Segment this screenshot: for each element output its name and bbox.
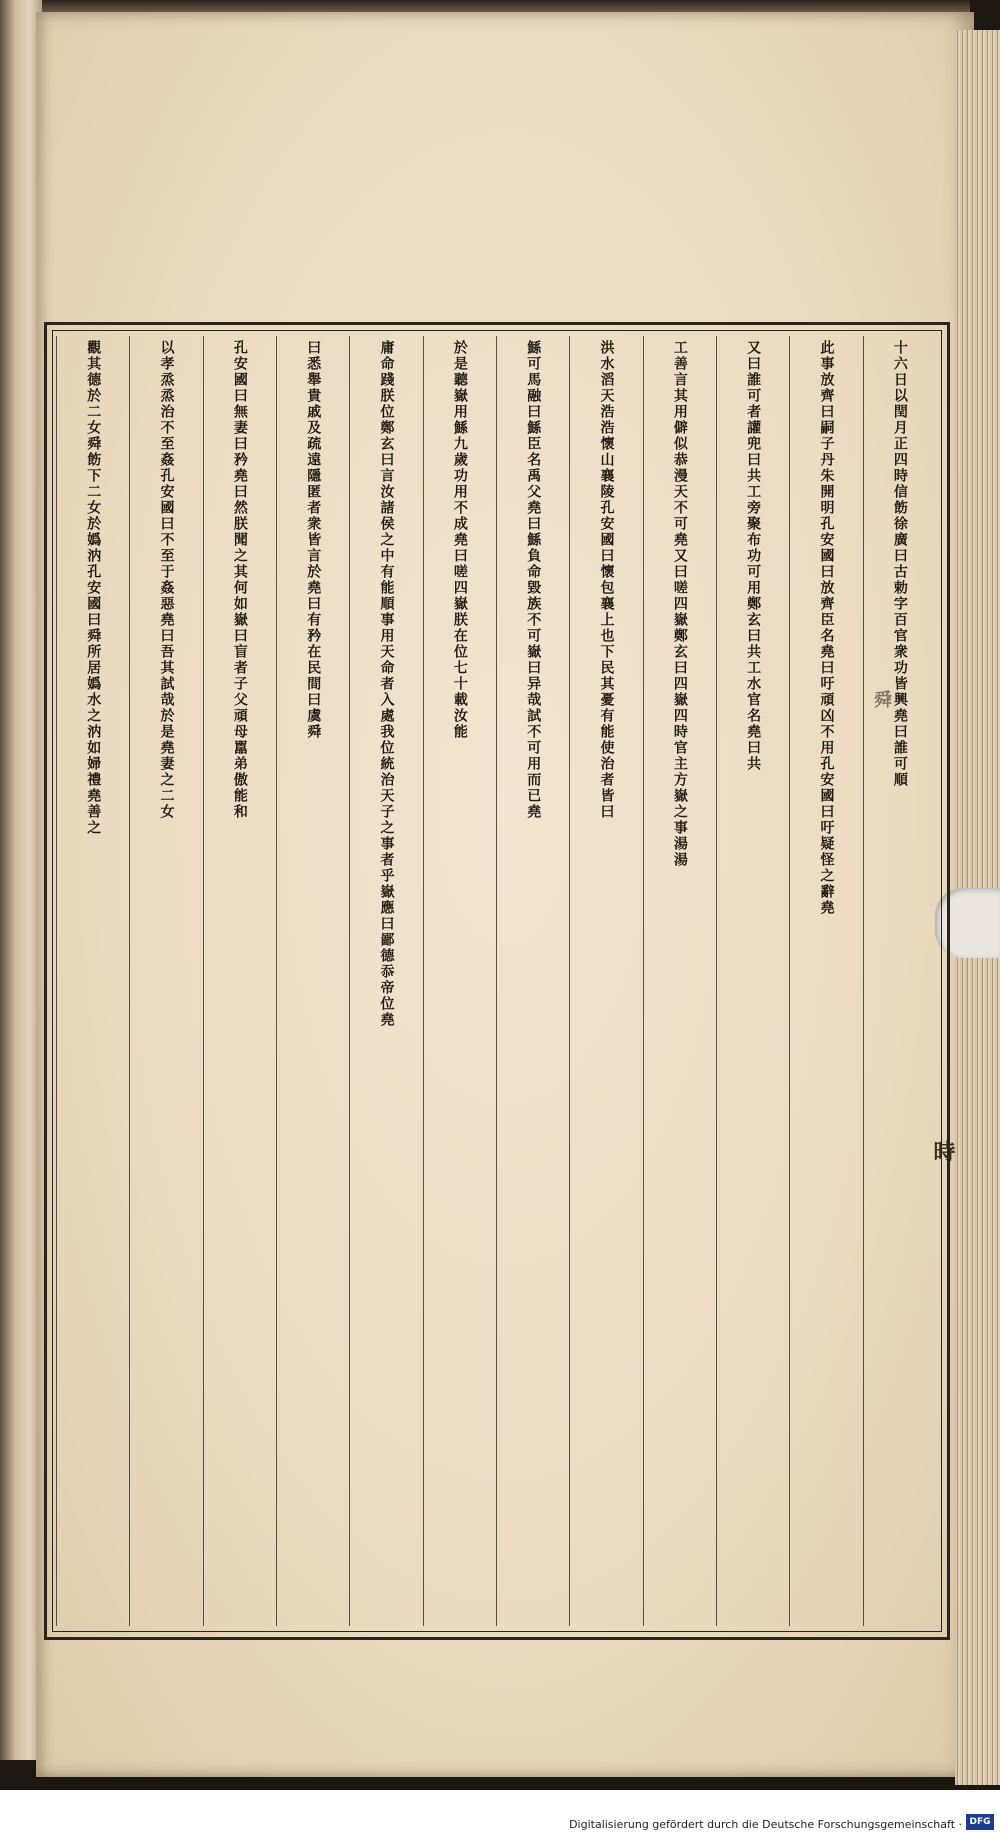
text-column: [789, 336, 862, 1626]
column-text: 曰悉舉貴戚及疏遠隱匿者衆皆言於堯曰有矜在民間曰虞舜: [305, 340, 322, 740]
footer-credit: Digitalisierung gefördert durch die Deutsche Forschungsgemeinschaft ·: [569, 1818, 962, 1831]
text-column: [569, 336, 642, 1626]
column-text: 此事放齊曰嗣子丹朱開明孔安國曰放齊臣名堯曰吁頑凶不用孔安國曰吁疑怪之辭堯: [818, 340, 835, 916]
text-column: [643, 336, 716, 1626]
column-text: 十六日以閏月正四時信飭徐廣曰古勅字百官衆功皆興堯曰誰可順: [891, 340, 908, 788]
column-text: 孔安國曰無妻曰矜堯曰然朕聞之其何如嶽曰盲者子父頑母嚚弟傲能和: [231, 340, 248, 820]
edge-glyph: 時: [930, 1140, 956, 1162]
text-column: [129, 336, 202, 1626]
dfg-logo-icon: DFG: [966, 1814, 994, 1830]
column-text: 鯀可馬融曰鯀臣名禹父堯曰鯀負命毀族不可嶽曰异哉試不可用而已堯: [525, 340, 542, 820]
column-text: 又曰誰可者讙兜曰共工旁聚布功可用鄭玄曰共工水官名堯曰共: [745, 340, 762, 772]
text-column: [203, 336, 276, 1626]
text-column: [863, 336, 936, 1626]
column-text: 工善言其用僻似恭漫天不可堯又曰嗟四嶽鄭玄曰四嶽四時官主方嶽之事湯湯: [671, 340, 688, 868]
text-column: [56, 336, 129, 1626]
column-text: 庸命踐朕位鄭玄曰言汝諸侯之中有能順事用天命者入處我位統治天子之事者乎嶽應曰鄙德忝帝位堯: [378, 340, 395, 1028]
column-text: 洪水滔天浩浩懷山襄陵孔安國曰懷包襄上也下民其憂有能使治者皆曰: [598, 340, 615, 820]
text-column: [349, 336, 422, 1626]
column-text: 觀其德於二女舜飭下二女於嬀汭孔安國曰舜所居嬀水之汭如婦禮堯善之: [85, 340, 102, 836]
column-text: 以孝烝烝治不至姦孔安國曰不至于姦惡堯曰吾其試哉於是堯妻之二女: [158, 340, 175, 820]
margin-glyph: 舜: [871, 690, 892, 708]
column-text: 於是聽嶽用鯀九歲功用不成堯曰嗟四嶽朕在位七十載汝能: [451, 340, 468, 740]
text-column: [276, 336, 349, 1626]
text-column: [496, 336, 569, 1626]
vertical-text-area: [56, 336, 936, 1626]
text-column: [423, 336, 496, 1626]
text-column: [716, 336, 789, 1626]
